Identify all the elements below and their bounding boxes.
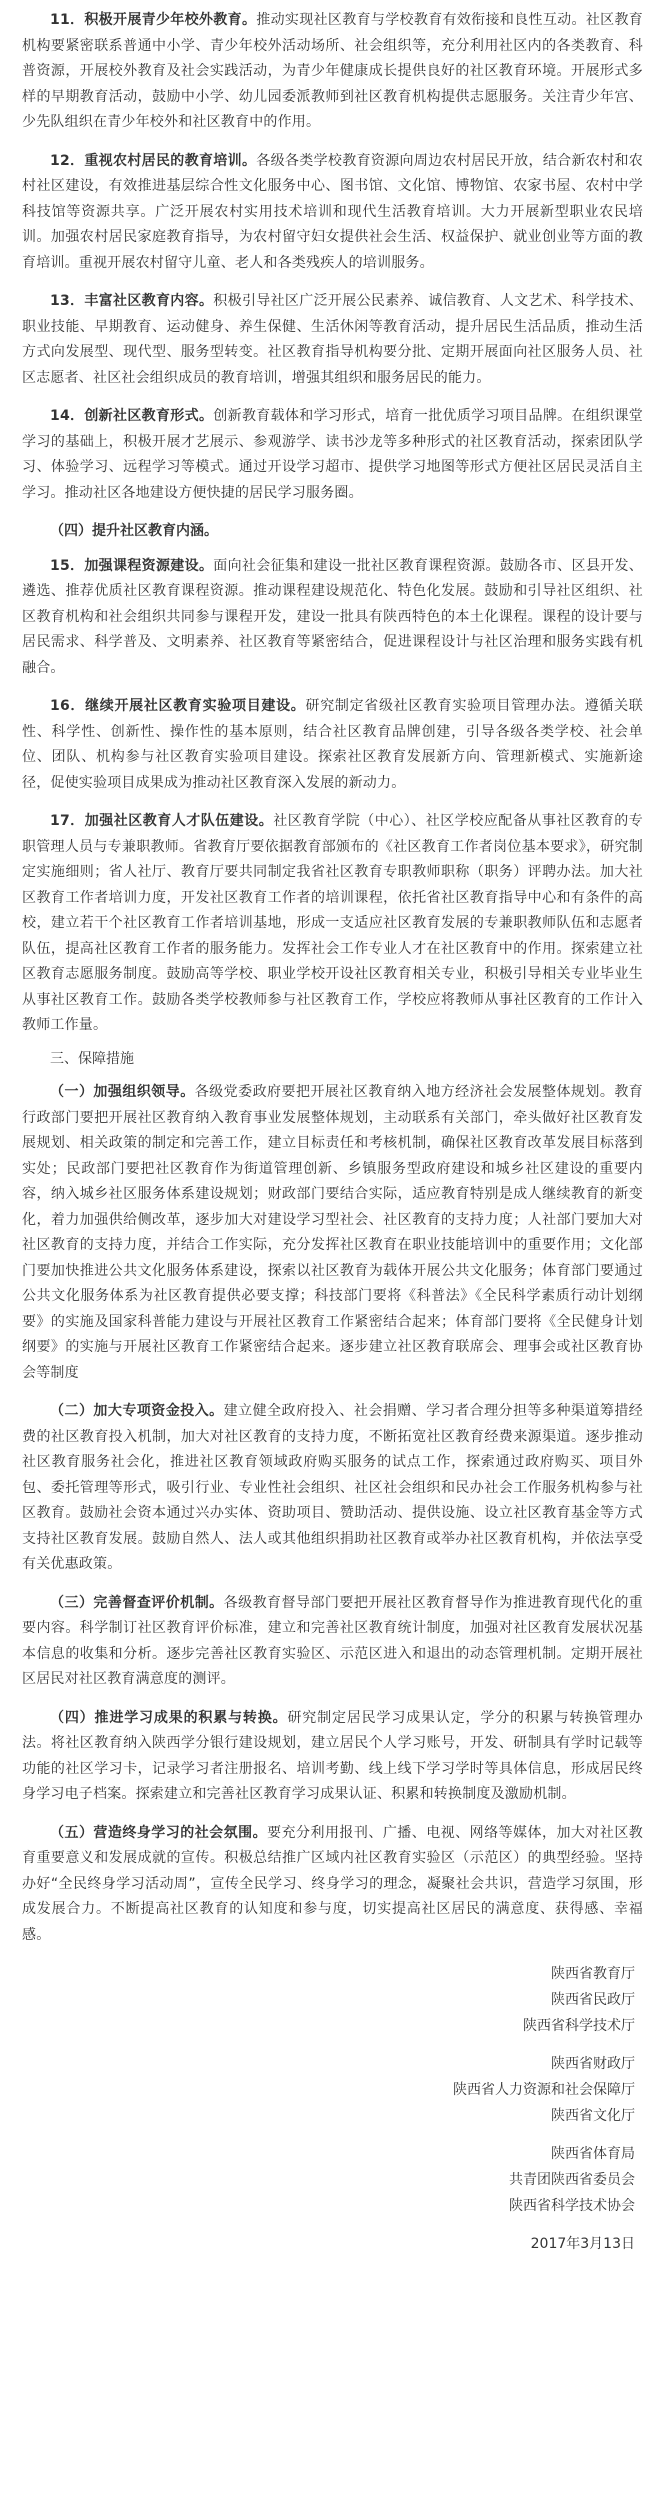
signature-org: 陕西省文化厅 — [551, 2108, 635, 2124]
paragraph-item-16 — [22, 694, 643, 796]
paragraph-item-14 — [22, 404, 643, 506]
paragraph-lead: （二）加大专项资金投入。 — [50, 1403, 224, 1419]
signature-org: 共青团陕西省委员会 — [509, 2172, 635, 2188]
signature-org: 陕西省教育厅 — [551, 1966, 635, 1982]
paragraph-text: 各级教育督导部门要把开展社区教育督导作为推进教育现代化的重要内容。科学制订社区教育评价标准，建立和完善社区教育统计制度，加强对社区教育发展状况基本信息的收集和分析。逐步完善社区教育实验区、示范区进入和退出的动态管理机制。定期开展社区居民对社区教育满意度的测评。 — [22, 1594, 643, 1687]
paragraph-lead: 14．创新社区教育形式。 — [50, 408, 214, 424]
paragraph-lead: 11．积极开展青少年校外教育。 — [50, 12, 257, 28]
measure-item-5 — [22, 1821, 643, 1949]
signature-org: 陕西省科学技术协会 — [509, 2198, 635, 2214]
signature-org: 陕西省财政厅 — [551, 2056, 635, 2072]
signature-org: 陕西省科学技术厅 — [523, 2018, 635, 2034]
paragraph-text: 积极引导社区广泛开展公民素养、诚信教育、人文艺术、科学技术、职业技能、早期教育、运动健身、养生保健、生活休闲等教育活动，提升居民生活品质，推动生活方式向发展型、现代型、服务型转变。社区教育指导机构要分批、定期开展面向社区服务人员、社区志愿者、社区社会组织成员的教育培训，增强其组织和服务居民的能力。 — [22, 293, 643, 386]
signature-org: 陕西省人力资源和社会保障厅 — [453, 2082, 635, 2098]
paragraph-lead: 16．继续开展社区教育实验项目建设。 — [50, 698, 306, 714]
paragraph-text: 研究制定居民学习成果认定，学分的积累与转换管理办法。将社区教育纳入陕西学分银行建设规划，建立居民个人学习账号，开发、研制具有学时记载等功能的社区学习卡，记录学习者注册报名、培训考勤、线上线下学习学时等具体信息，形成居民终身学习电子档案。探索建立和完善社区教育学习成果认证、积累和转换制度及激励机制。 — [22, 1709, 643, 1802]
paragraph-lead: （一）加强组织领导。 — [50, 1084, 195, 1100]
document-date: 2017年3月13日 — [530, 2236, 635, 2252]
paragraph-item-15 — [22, 554, 643, 682]
paragraph-text: 研究制定省级社区教育实验项目管理办法。遵循关联性、科学性、创新性、操作性的基本原则，结合社区教育品牌创建，引导各级各类学校、社会单位、团队、机构参与社区教育实验项目建设。探索社区教育发展新方向、管理新模式、实施新途径，促使实验项目成果成为推动社区教育深入发展的新动力。 — [22, 698, 643, 791]
signature-group-1 — [22, 1961, 635, 2039]
measure-item-1 — [22, 1080, 643, 1386]
paragraph-text: 社区教育学院（中心）、社区学校应配备从事社区教育的专职管理人员与专兼职教师。省教育厅要依据教育部颁布的《社区教育工作者岗位基本要求》，研究制定实施细则；省人社厅、教育厅要共同制定我省社区教育专职教师职称（职务）评聘办法。加大社区教育工作者培训力度，开发社区教育工作者的培训课程，依托省社区教育指导中心和有条件的高校，建立若干个社区教育工作者培训基地，形成一支适应社区教育发展的专兼职教师队伍和志愿者队伍，提高社区教育工作者的服务能力。发挥社会工作专业人才在社区教育中的作用。探索建立社区教育志愿服务制度。鼓励高等学校、职业学校开设社区教育相关专业，积极引导相关专业毕业生从事社区教育工作。鼓励各类学校教师参与社区教育工作，学校应将教师从事社区教育的工作计入教师工作量。 — [22, 813, 644, 1033]
paragraph-item-17 — [22, 809, 643, 1039]
paragraph-lead: 13．丰富社区教育内容。 — [50, 293, 214, 309]
paragraph-text: 推动实现社区教育与学校教育有效衔接和良性互动。社区教育机构要紧密联系普通中小学、青少年校外活动场所、社会组织等，充分利用社区内的各类教育、科普资源，开展校外教育及社会实践活动，为青少年健康成长提供良好的社区教育环境。开展形式多样的早期教育活动，鼓励中小学、幼儿园委派教师到社区教育机构提供志愿服务。关注青少年宫、少先队组织在青少年校外和社区教育中的作用。 — [22, 12, 644, 130]
paragraph-text: 各级各类学校教育资源向周边农村居民开放，结合新农村和农村社区建设，有效推进基层综合性文化服务中心、图书馆、文化馆、博物馆、农家书屋、农村中学科技馆等资源共享。广泛开展农村实用技术培训和现代生活教育培训。大力开展新型职业农民培训。加强农村居民家庭教育指导，为农村留守妇女提供社会生活、权益保护、就业创业等方面的教育培训。重视开展农村留守儿童、老人和各类残疾人的培训服务。 — [22, 152, 644, 271]
signature-group-2 — [22, 2051, 635, 2129]
section-heading-four: （四）提升社区教育内涵。 — [50, 523, 218, 539]
paragraph-text: 各级党委政府要把开展社区教育纳入地方经济社会发展整体规划。教育行政部门要把开展社区教育纳入教育事业发展整体规划，主动联系有关部门，牵头做好社区教育发展规划、相关政策的制定和完善工作，建立目标责任和考核机制，确保社区教育改革发展目标落到实处；民政部门要把社区教育作为街道管理创新、乡镇服务型政府建设和城乡社区建设的重要内容，纳入城乡社区服务体系建设规划；财政部门要结合实际，适应教育特别是成人继续教育的新变化，着力加强供给侧改革，逐步加大对建设学习型社会、社区教育的支持力度；人社部门要加大对社区教育的支持力度，并结合工作实际，充分发挥社区教育在职业技能培训中的重要作用；文化部门要加快推进公共文化服务体系建设，探索以社区教育为载体开展公共文化服务；体育部门要通过公共文化服务体系为社区教育提供必要支撑；科技部门要将《科普法》《全民科学素质行动计划纲要》的实施及国家科普能力建设与开展社区教育工作紧密结合起来；体育部门要将《全民健身计划纲要》的实施与开展社区教育工作紧密结合起来。逐步建立社区教育联席会、理事会或社区教育协会等制度 — [22, 1084, 643, 1381]
measure-item-3 — [22, 1591, 643, 1693]
paragraph-lead: （四）推进学习成果的积累与转换。 — [50, 1709, 288, 1726]
paragraph-text: 建立健全政府投入、社会捐赠、学习者合理分担等多种渠道筹措经费的社区教育投入机制，加大对社区教育的支持力度，不断拓宽社区教育经费来源渠道。逐步推动社区教育服务社会化，推进社区教育领域政府购买服务的试点工作，探索通过政府购买、项目外包、委托管理等形式，吸引行业、专业性社会组织、社区社会组织和民办社会工作服务机构参与社区教育。鼓励社会资本通过兴办实体、资助项目、赞助活动、提供设施、设立社区教育基金等方式支持社区教育发展。鼓励自然人、法人或其他组织捐助社区教育或举办社区教育机构，并依法享受有关优惠政策。 — [22, 1403, 643, 1572]
signature-group-3 — [22, 2141, 635, 2219]
signature-org: 陕西省体育局 — [551, 2146, 635, 2162]
signature-block — [22, 1961, 643, 2257]
measure-item-4 — [22, 1706, 643, 1808]
paragraph-lead: （五）营造终身学习的社会氛围。 — [50, 1824, 268, 1841]
paragraph-text: 创新教育载体和学习形式，培育一批优质学习项目品牌。在组织课堂学习的基础上，积极开展才艺展示、参观游学、读书沙龙等多种形式的社区教育活动，探索团队学习、体验学习、远程学习等模式。通过开设学习超市、提供学习地图等形式方便社区居民灵活自主学习。推动社区各地建设方便快捷的居民学习服务圈。 — [22, 408, 643, 501]
paragraph-lead: 12．重视农村居民的教育培训。 — [50, 152, 257, 169]
paragraph-item-13 — [22, 289, 643, 391]
signature-org: 陕西省民政厅 — [551, 1992, 635, 2008]
measure-item-2 — [22, 1399, 643, 1578]
paragraph-lead: 17．加强社区教育人才队伍建设。 — [50, 813, 274, 829]
paragraph-item-12 — [22, 149, 643, 277]
paragraph-lead: （三）完善督查评价机制。 — [50, 1594, 224, 1611]
paragraph-item-11 — [22, 8, 643, 136]
paragraph-lead: 15．加强课程资源建设。 — [50, 557, 214, 574]
paragraph-text: 要充分利用报刊、广播、电视、网络等媒体，加大对社区教育重要意义和发展成就的宣传。积极总结推广区域内社区教育实验区（示范区）的典型经验。坚持办好“全民终身学习活动周”，宣传全民学习、终身学习的理念，凝聚社会共识，营造学习氛围，形成发展合力。不断提高社区教育的认知度和参与度，切实提高社区居民的满意度、获得感、幸福感。 — [22, 1824, 644, 1943]
part-heading-three: 三、保障措施 — [50, 1050, 134, 1067]
paragraph-text: 面向社会征集和建设一批社区教育课程资源。鼓励各市、区县开发、遴选、推荐优质社区教育课程资源。推动课程建设规范化、特色化发展。鼓励和引导社区组织、社区教育机构和社会组织共同参与课程开发，建设一批具有陕西特色的本土化课程。课程的设计要与居民需求、科学普及、文明素养、社区教育等紧密结合，促进课程设计与社区治理和服务实践有机融合。 — [22, 557, 643, 676]
